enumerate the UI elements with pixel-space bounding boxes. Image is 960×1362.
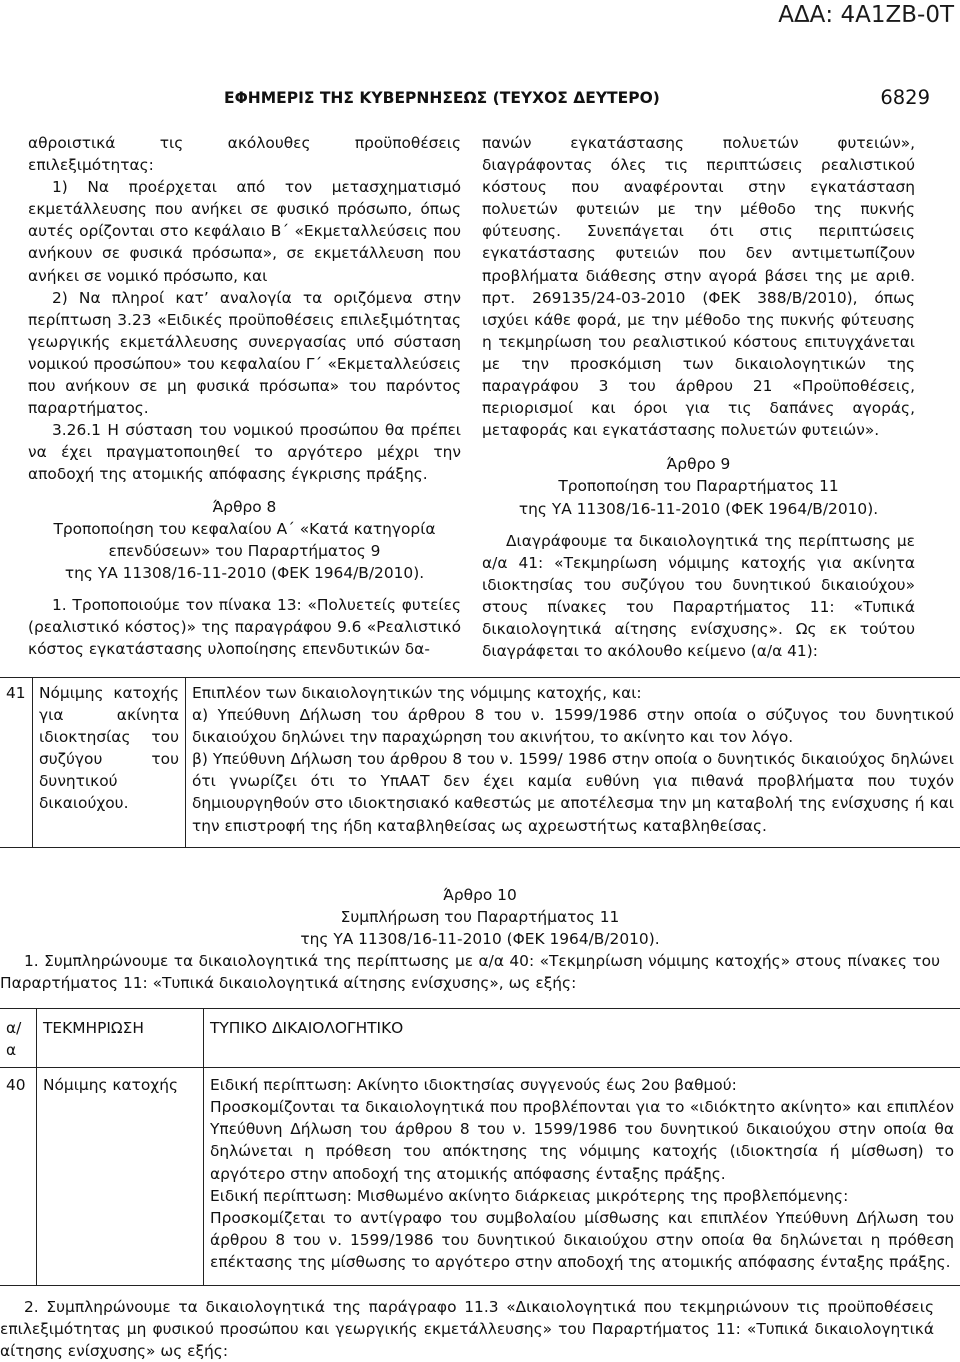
left-paragraph-3: 2) Να πληροί κατ’ αναλογία τα οριζόμενα στην περίπτωση 3.23 «Ειδικές προϋποθέσεις επιλεξιμότητας γεωργικής εκμετάλλευσης συνεργασίας υπό σύσταση νομικού προσώπου» του κεφαλαίου Γ΄ «Εκμεταλλεύσεις που ανήκουν σε μη φυσικά πρόσωπα» του παρόντος παραρτήματος.	[28, 287, 461, 420]
table-header-row	[0, 1009, 960, 1068]
left-paragraph-2: 1) Να προέρχεται από τον μετασχηματισμό εκμετάλλευσης που ανήκει σε φυσικό πρόσωπο, όπως αυτές ορίζονται στο κεφάλαιο Β΄ «Εκμεταλλεύσεις που ανήκουν σε φυσικά πρόσωπα», σε εκμετάλλευση που ανήκει σε νομικό πρόσωπο, και	[28, 176, 461, 286]
article-8-subtitle-2: επενδύσεων» του Παραρτήματος 9	[28, 540, 461, 562]
gazette-title: ΕΦΗΜΕΡΙΣ ΤΗΣ ΚΥΒΕΡΝΗΣΕΩΣ (ΤΕΥΧΟΣ ΔΕΥΤΕΡΟ)	[224, 87, 660, 109]
table-item-40	[0, 1008, 960, 1286]
table-41-number: 41	[0, 678, 33, 848]
article-10-heading	[0, 884, 960, 950]
table-41-description	[186, 678, 960, 848]
article-9-title: Άρθρο 9	[482, 453, 915, 475]
right-paragraph-2: Διαγράφουμε τα δικαιολογητικά της περίπτωσης με α/α 41: «Τεκμηρίωση νόμιμης κατοχής για ακίνητα ιδιοκτησίας του συζύγου του δυνητικού δικαιούχου» στους πίνακες του Παραρτήματος 11: «Τυπικά δικαιολογητικά αίτησης ενίσχυσης». Ως εκ τούτου διαγράφεται το ακόλουθο κείμενο (α/α 41):	[482, 530, 915, 663]
page-number: 6829	[880, 87, 930, 109]
table-41-line-1: Επιπλέον των δικαιολογητικών της νόμιμης κατοχής, και:	[192, 682, 954, 704]
table-40-line-4: Προσκομίζεται το αντίγραφο του συμβολαίου μίσθωσης και επιπλέον Υπεύθυνη Δήλωση του άρθρου 8 του ν. 1599/1986 του δυνητικού δικαιούχου στην οποία θα δηλώνεται η πρόθεση επέκτασης της μίσθωσης το αργότερο στην αποδοχή της ατομικής απόφασης ένταξης πράξης.	[210, 1207, 954, 1273]
left-paragraph-5: 1. Τροποποιούμε τον πίνακα 13: «Πολυετείς φυτείες (ρεαλιστικό κόστος)» της παραγράφου 9.6 «Ρεαλιστικό κόστος εγκατάστασης υλοποίησης επενδυτικών δα-	[28, 594, 461, 660]
right-paragraph-1: πανών εγκατάστασης πολυετών φυτειών», διαγράφοντας όλες τις περιπτώσεις ρεαλιστικού κόστους που αναφέρονται στην εγκατάσταση πολυετών φυτειών με την μέθοδο της πυκνής φύτευσης. Συνεπάγεται ότι στις περιπτώσεις εγκατάστασης φυτειών που δεν αντιμετωπίζουν προβλήματα διάθεσης στην αγορά βάσει της με αριθ. πρτ. 269135/24-03-2010 (ΦΕΚ 388/Β/2010), όπως ισχύει κάθε φορά, με την μέθοδο της πυκνής φύτευσης η τεκμηρίωση του ρεαλιστικού κόστους επιτυγχάνεται με την προσκόμιση των δικαιολογητικών της παραγράφου 3 του άρθρου 21 «Προϋποθέσεις, περιορισμοί και όροι για τις δαπάνες αγοράς, μεταφοράς και εγκατάστασης πολυετών φυτειών».	[482, 132, 915, 441]
right-column	[482, 132, 915, 662]
header-typical-document: ΤΥΠΙΚΟ ΔΙΚΑΙΟΛΟΓΗΤΙΚΟ	[204, 1009, 960, 1068]
table-row	[0, 678, 960, 848]
table-41-documentation: Νόμιμης κατοχής για ακίνητα ιδιοκτησίας του συζύγου του δυνητικού δικαιούχου.	[33, 678, 186, 848]
table-40-description	[204, 1068, 960, 1286]
table-41-line-3: β) Υπεύθυνη Δήλωση του άρθρου 8 του ν. 1599/ 1986 στην οποία ο δυνητικός δικαιούχος δηλώνει ότι γνωρίζει ότι το ΥπΑΑΤ δεν έχει καμία ευθύνη για πιθανά προβλήματα που τυχόν δημιουργηθούν στο ιδιοκτησιακό καθεστώς με αποτέλεσμα την μη καταβολή της ενίσχυσης ή και την επιστροφή της ήδη καταβληθείσας ως αχρεωστήτως καταβληθείσας.	[192, 748, 954, 836]
article-10-subtitle-1: Συμπλήρωση του Παραρτήματος 11	[0, 906, 960, 928]
left-column	[28, 132, 461, 660]
paragraph-1: 1. Συμπληρώνουμε τα δικαιολογητικά της περίπτωσης με α/α 40: «Τεκμηρίωση νόμιμης κατοχής» στους πίνακες του Παραρτήματος 11: «Τυπικά δικαιολογητικά αίτησης ενίσχυσης», ως εξής:	[0, 950, 940, 994]
article-10-subtitle-2: της ΥΑ 11308/16-11-2010 (ΦΕΚ 1964/Β/2010).	[0, 928, 960, 950]
article-8-subtitle-1: Τροποποίηση του κεφαλαίου Α΄ «Κατά κατηγορία	[28, 518, 461, 540]
table-40-line-3: Ειδική περίπτωση: Μισθωμένο ακίνητο διάρκειας μικρότερης της προβλεπόμενης:	[210, 1185, 954, 1207]
paragraph-2: 2. Συμπληρώνουμε τα δικαιολογητικά της παράγραφο 11.3 «Δικαιολογητικά που τεκμηριώνουν τις προϋποθέσεις επιλεξιμότητας μη φυσικού προσώπου και γεωργικής εκμετάλλευσης» του Παραρτήματος 11: «Τυπικά δικαιολογητικά αίτησης ενίσχυσης» ως εξής:	[0, 1296, 934, 1362]
table-40-documentation: Νόμιμης κατοχής	[37, 1068, 204, 1286]
table-row	[0, 1068, 960, 1286]
article-9-subtitle-2: της ΥΑ 11308/16-11-2010 (ΦΕΚ 1964/Β/2010).	[482, 498, 915, 520]
left-paragraph-4: 3.26.1 Η σύσταση του νομικού προσώπου θα πρέπει να έχει πραγματοποιηθεί το αργότερο μέχρι την αποδοχή της ατομικής απόφασης έγκρισης πράξης.	[28, 419, 461, 485]
article-8-subtitle-3: της ΥΑ 11308/16-11-2010 (ΦΕΚ 1964/Β/2010).	[28, 562, 461, 584]
ada-code: ΑΔΑ: 4Α1ΖΒ-0Τ	[778, 0, 954, 30]
article-8-title: Άρθρο 8	[28, 496, 461, 518]
table-item-41	[0, 677, 960, 848]
article-9-subtitle-1: Τροποποίηση του Παραρτήματος 11	[482, 475, 915, 497]
header-aa: α/α	[0, 1009, 37, 1068]
left-paragraph-1: αθροιστικά τις ακόλουθες προϋποθέσεις επιλεξιμότητας:	[28, 132, 461, 176]
table-40-line-1: Ειδική περίπτωση: Ακίνητο ιδιοκτησίας συγγενούς έως 2ου βαθμού:	[210, 1074, 954, 1096]
table-40-number: 40	[0, 1068, 37, 1286]
header-documentation: ΤΕΚΜΗΡΙΩΣΗ	[37, 1009, 204, 1068]
page-header	[28, 87, 930, 111]
table-40-line-2: Προσκομίζονται τα δικαιολογητικά που προβλέπονται για το «ιδιόκτητο ακίνητο» και επιπλέον Υπεύθυνη Δήλωση του άρθρου 8 του ν. 1599/1986 του δυνητικού δικαιούχου στην οποία θα δηλώνεται η πρόθεση του απόκτησης της νόμιμης κατοχής (ιδιοκτησία ή μίσθωση) το αργότερο στην αποδοχή της ατομικής απόφασης ένταξης πράξης.	[210, 1096, 954, 1184]
table-41-line-2: α) Υπεύθυνη Δήλωση του άρθρου 8 του ν. 1599/1986 στην οποία ο σύζυγος του δυνητικού δικαιούχου δηλώνει την παραχώρηση του ακινήτου, το ακίνητο και τον λόγο.	[192, 704, 954, 748]
article-10-title: Άρθρο 10	[0, 884, 960, 906]
